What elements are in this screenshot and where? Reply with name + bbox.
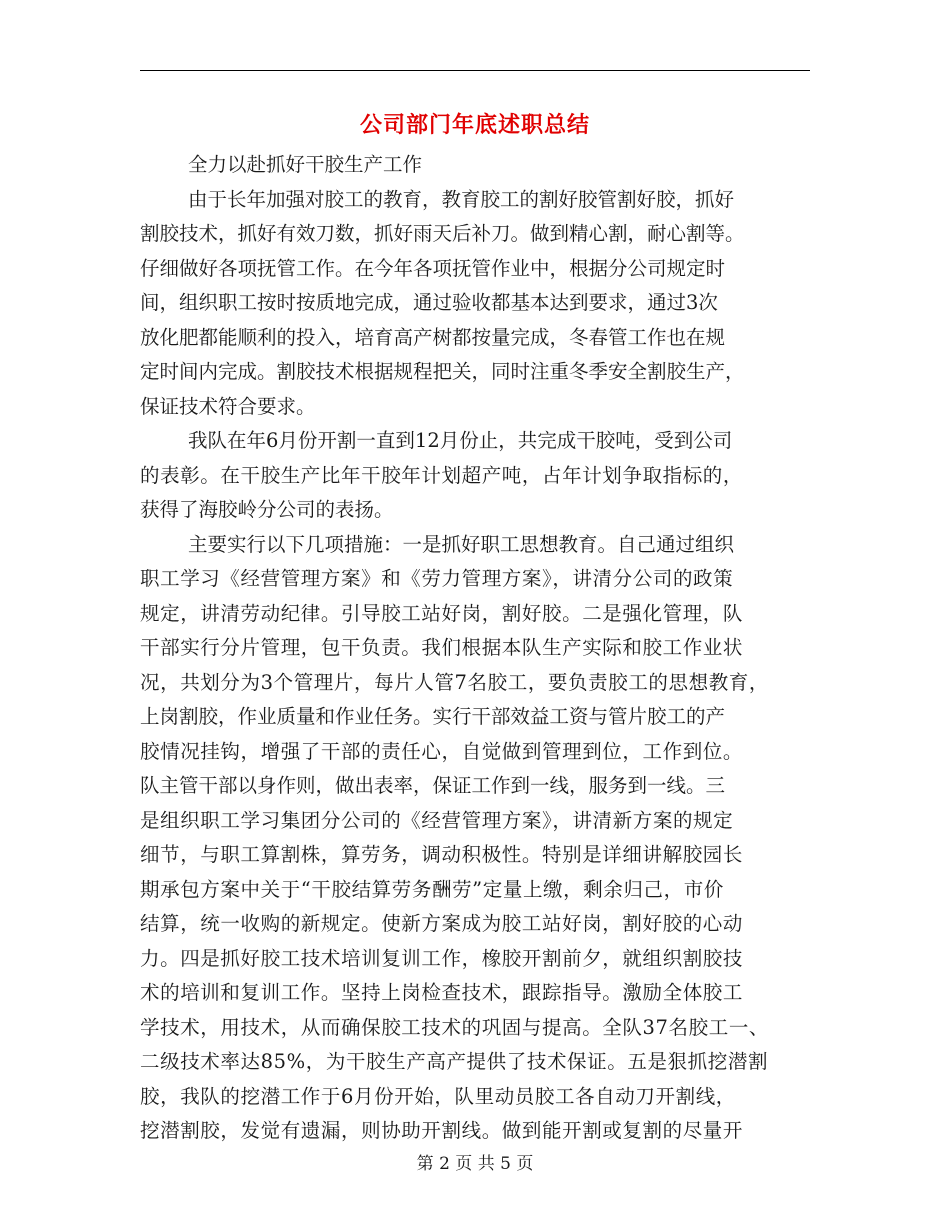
text-line: 胶情况挂钩，增强了干部的责任心，自觉做到管理到位，工作到位。 xyxy=(140,739,744,763)
text-line: 胶，我队的挖潜工作于6月份开始，队里动员胶工各自动刀开割线， xyxy=(140,1084,736,1108)
text-line: 仔细做好各项抚管工作。在今年各项抚管作业中，根据分公司规定时 xyxy=(140,256,726,280)
text-line: 由于长年加强对胶工的教育，教育胶工的割好胶管割好胶，抓好 xyxy=(188,187,735,211)
text-line: 我队在年6月份开割一直到12月份止，共完成干胶吨，受到公司 xyxy=(188,429,733,452)
text-line: 定时间内完成。割胶技术根据规程把关，同时注重冬季安全割胶生产， xyxy=(140,360,745,383)
text-line: 学技术，用技术，从而确保胶工技术的巩固与提高。全队37名胶工一、 xyxy=(140,1015,770,1039)
text-line: 获得了海胶岭分公司的表扬。 xyxy=(140,498,394,521)
document-title: 公司部门年底述职总结 xyxy=(359,113,590,138)
text-line: 二级技术率达85%，为干胶生产高产提供了技术保证。五是狠抓挖潜割 xyxy=(140,1050,769,1073)
text-line: 割胶技术，抓好有效刀数，抓好雨天后补刀。做到精心割，耐心割等。 xyxy=(140,222,745,245)
text-line: 结算，统一收购的新规定。使新方案成为胶工站好岗，割好胶的心动 xyxy=(140,912,744,935)
text-line: 主要实行以下几项措施：一是抓好职工思想教育。自己通过组织 xyxy=(188,532,735,556)
text-line: 的表彰。在干胶生产比年干胶年计划超产吨，占年计划争取指标的， xyxy=(140,463,744,487)
text-line: 细节，与职工算割株，算劳务，调动积极性。特别是详细讲解胶园长 xyxy=(140,843,744,866)
text-line: 上岗割胶，作业质量和作业任务。实行干部效益工资与管片胶工的产 xyxy=(140,705,726,728)
text-line: 期承包方案中关于“干胶结算劳务酬劳”定量上缴，剩余归己，市价 xyxy=(140,877,724,901)
paragraph-2 xyxy=(140,424,810,528)
section-heading xyxy=(140,148,810,183)
text-line: 保证技术符合要求。 xyxy=(140,394,316,418)
text-line: 况，共划分为3个管理片，每片人管7名胶工，要负责胶工的思想教育， xyxy=(140,670,770,694)
document-body xyxy=(140,148,810,1149)
text-line: 全力以赴抓好干胶生产工作 xyxy=(188,153,423,176)
paragraph-3 xyxy=(140,528,810,1149)
header-rule xyxy=(140,70,810,71)
text-line: 规定，讲清劳动纪律。引导胶工站好岗，割好胶。二是强化管理，队 xyxy=(140,601,744,625)
text-line: 术的培训和复训工作。坚持上岗检查技术，跟踪指导。激励全体胶工 xyxy=(140,981,744,1004)
page-footer: 第 2 页 共 5 页 xyxy=(416,1154,534,1174)
text-line: 是组织职工学习集团分公司的《经营管理方案》，讲清新方案的规定 xyxy=(140,808,734,832)
text-line: 干部实行分片管理，包干负责。我们根据本队生产实际和胶工作业状 xyxy=(140,636,744,659)
text-line: 队主管干部以身作则，做出表率，保证工作到一线，服务到一线。三 xyxy=(140,774,726,797)
text-line: 职工学习《经营管理方案》和《劳力管理方案》，讲清分公司的政策 xyxy=(140,567,734,590)
text-line: 力。四是抓好胶工技术培训复训工作，橡胶开割前夕，就组织割胶技 xyxy=(140,946,744,970)
text-line: 挖潜割胶，发觉有遗漏，则协助开割线。做到能开割或复割的尽量开 xyxy=(140,1119,744,1142)
text-line: 放化肥都能顺利的投入，培育高产树都按量完成，冬春管工作也在规 xyxy=(140,325,726,349)
text-line: 间，组织职工按时按质地完成，通过验收都基本达到要求，通过3次 xyxy=(140,291,718,314)
paragraph-1 xyxy=(140,183,810,425)
